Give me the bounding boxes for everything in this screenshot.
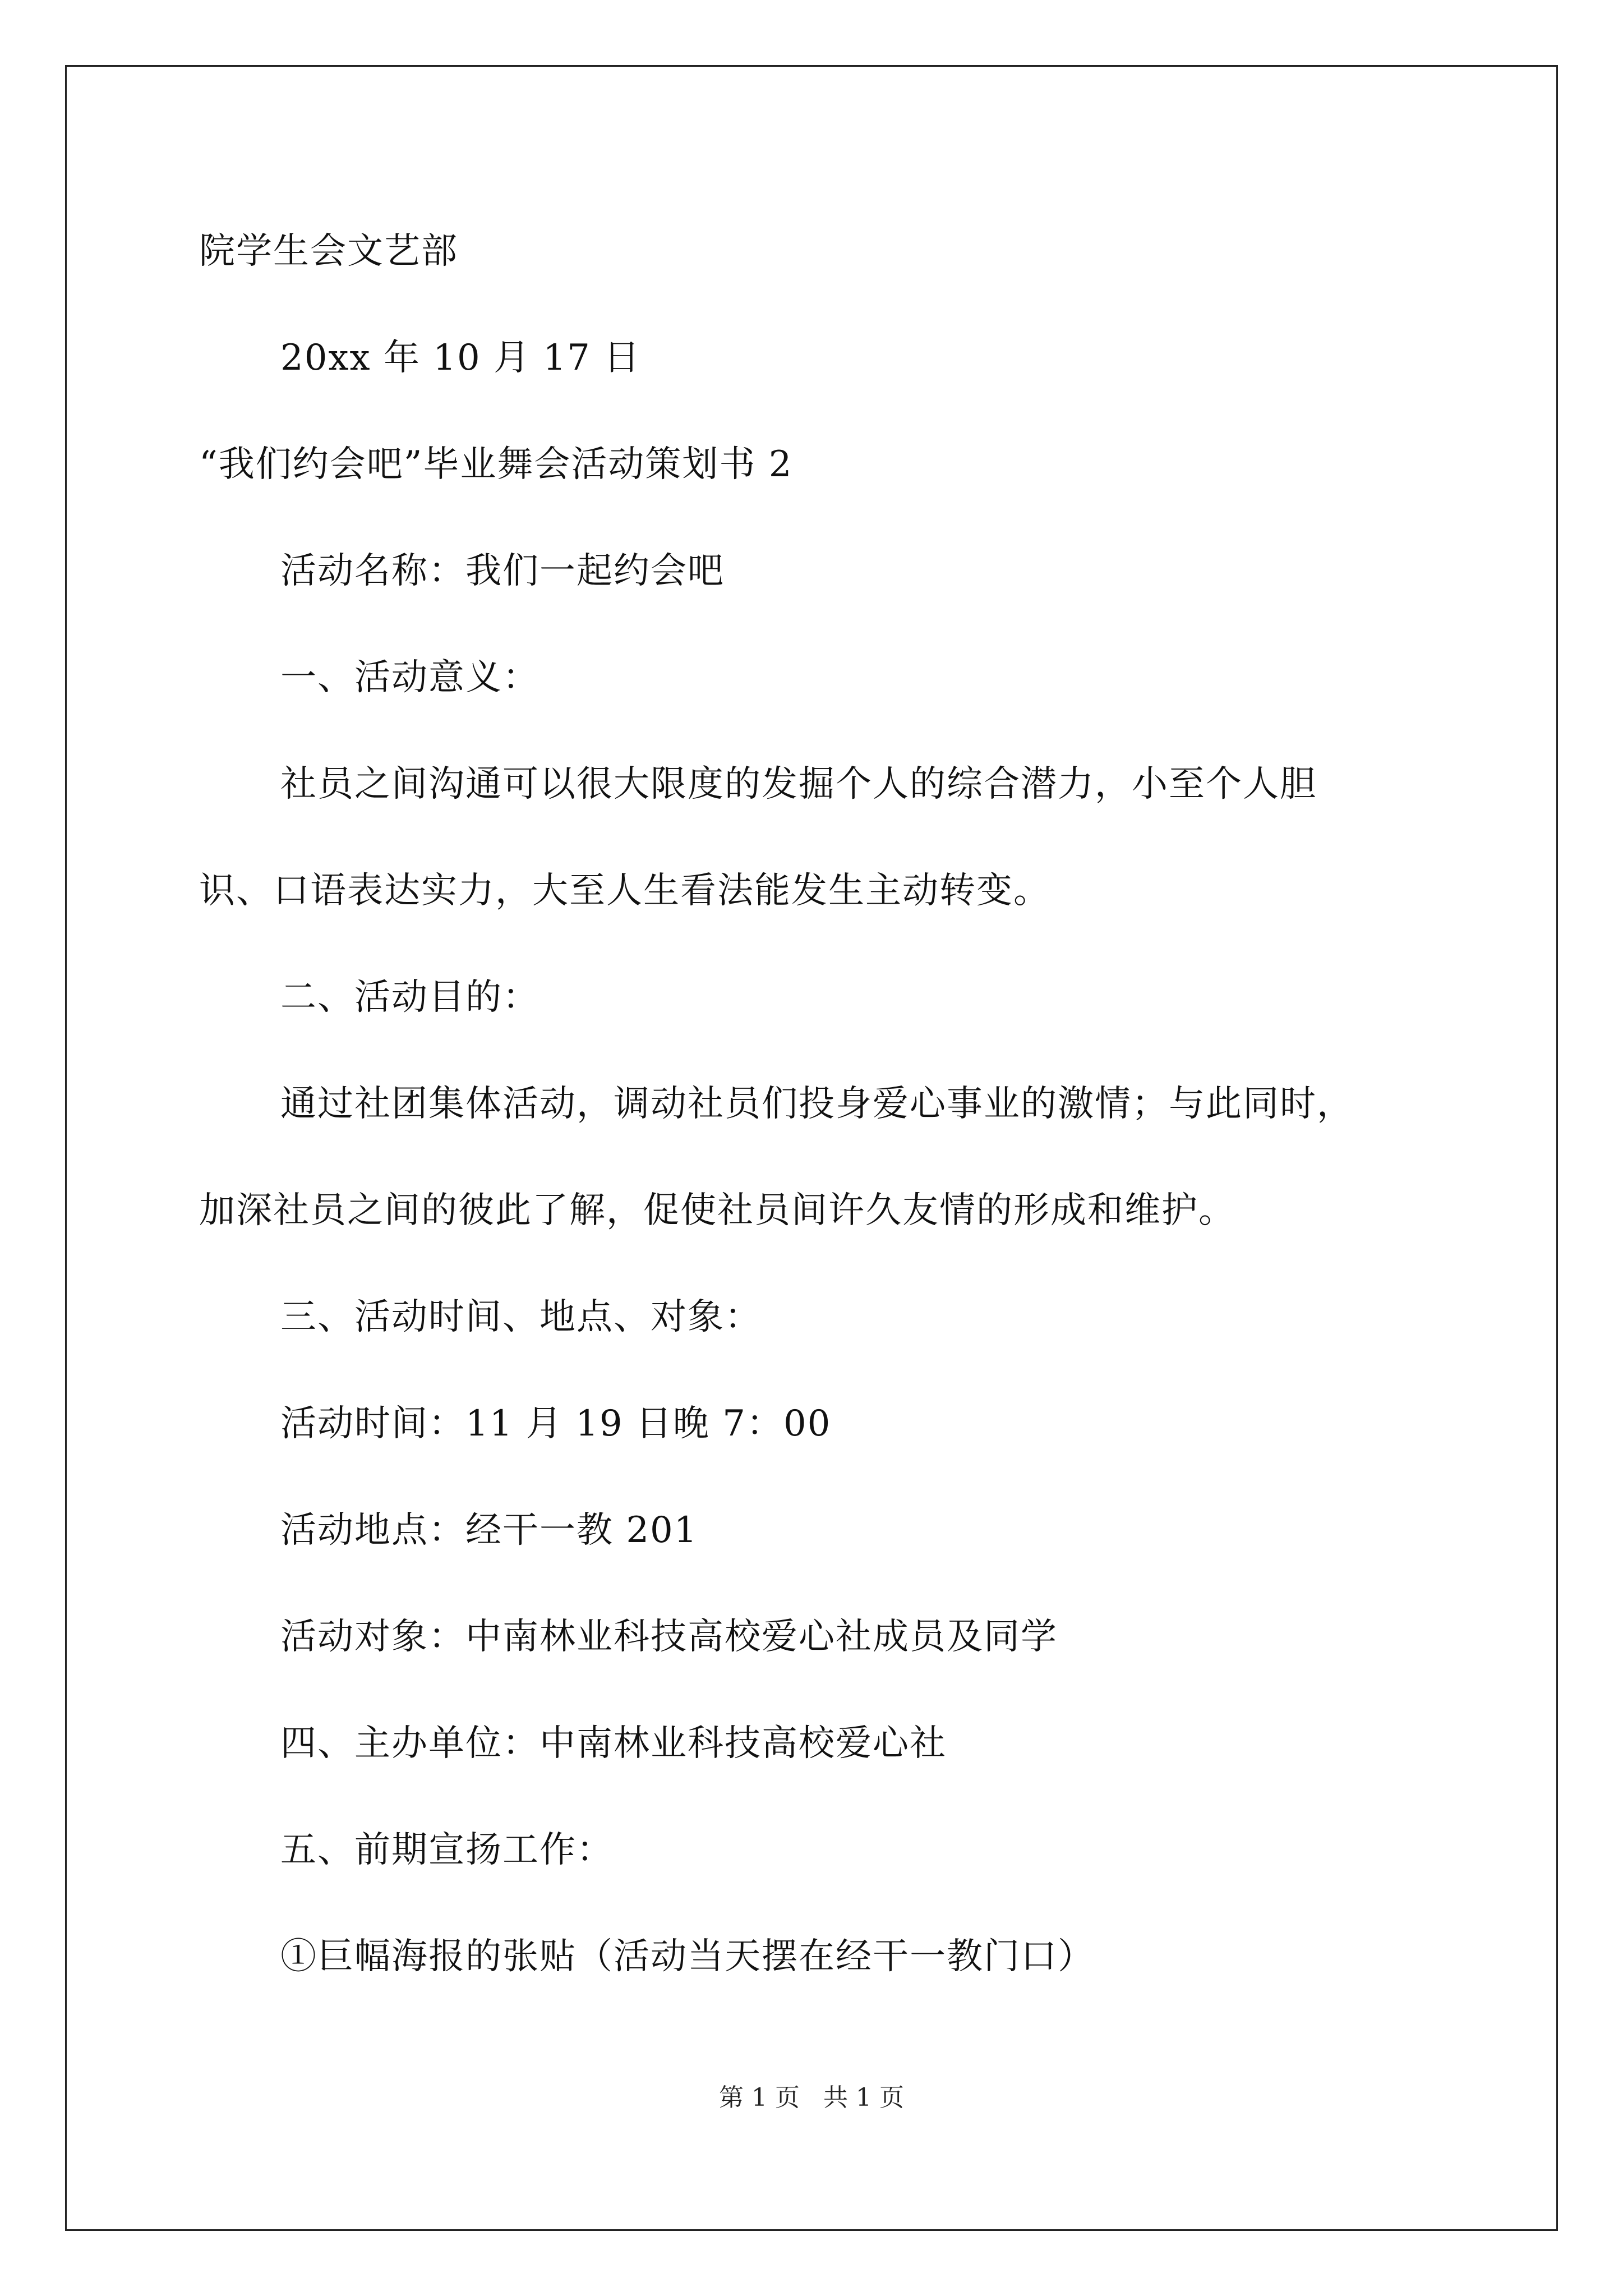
- date-line: 20xx 年 10 月 17 日: [280, 337, 641, 379]
- paragraph-purpose-line-1: 通过社团集体活动，调动社员们投身爱心事业的激情；与此同时，: [280, 1083, 1354, 1125]
- page-frame: [65, 65, 1558, 2231]
- activity-time-line: 活动时间：11 月 19 日晚 7：00: [280, 1403, 832, 1444]
- paragraph-significance-line-2: 识、口语表达实力，大至人生看法能发生主动转变。: [199, 870, 1050, 912]
- page-number-footer: 第 1 页 共 1 页: [719, 2083, 904, 2112]
- activity-place-line: 活动地点：经干一教 201: [280, 1510, 698, 1551]
- section-heading-significance: 一、活动意义：: [280, 657, 540, 698]
- department-line: 院学生会文艺部: [199, 231, 458, 272]
- paragraph-significance-line-1: 社员之间沟通可以很大限度的发掘个人的综合潜力，小至个人胆: [280, 763, 1317, 805]
- section-heading-purpose: 二、活动目的：: [280, 977, 540, 1018]
- document-title: “我们约会吧”毕业舞会活动策划书 2: [199, 444, 793, 485]
- section-heading-publicity: 五、前期宣扬工作：: [280, 1829, 614, 1871]
- section-heading-time-place: 三、活动时间、地点、对象：: [280, 1296, 762, 1338]
- activity-name-line: 活动名称：我们一起约会吧: [280, 550, 725, 592]
- section-heading-organizer: 四、主办单位：中南林业科技高校爱心社: [280, 1723, 947, 1764]
- publicity-item-1: ①巨幅海报的张贴（活动当天摆在经干一教门口）: [280, 1936, 1095, 1977]
- paragraph-purpose-line-2: 加深社员之间的彼此了解，促使社员间许久友情的形成和维护。: [199, 1190, 1235, 1231]
- activity-audience-line: 活动对象：中南林业科技高校爱心社成员及同学: [280, 1616, 1058, 1658]
